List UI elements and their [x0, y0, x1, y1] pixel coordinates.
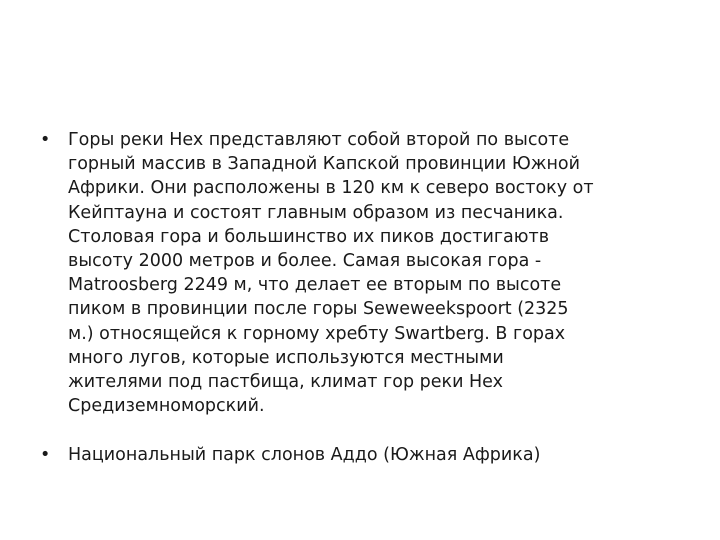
bullet-text-line: м.) относящейся к горному хребту Swartberg. В горах	[68, 323, 566, 344]
bullet-text-line: горный массив в Западной Капской провинции Южной	[68, 154, 581, 175]
bullet-mark: •	[40, 445, 51, 466]
bullet-item-addo-park	[40, 443, 660, 467]
bullet-text-line: Matroosberg 2249 м, что делает ее вторым по высоте	[68, 275, 562, 296]
bullet-text-line: Средиземноморский.	[68, 396, 265, 417]
bullet-text-line: Африки. Они расположены в 120 км к северо востоку от	[68, 178, 594, 199]
bullet-mark: •	[40, 130, 51, 150]
bullet-text-line: Горы реки Hex представляют собой второй по высоте	[68, 130, 570, 150]
bullet-item-hex-mountains	[40, 128, 660, 418]
bullet-text-line: Столовая гора и большинство их пиков достигаютв	[68, 226, 550, 247]
bullet-text-line: пиком в провинции после горы Seweweekspoort (2325	[68, 299, 569, 320]
bullet-text-line: много лугов, которые используются местными	[68, 347, 504, 368]
bullet-text-line: высоту 2000 метров и более. Самая высокая гора -	[68, 251, 542, 272]
bullet-text-line: Национальный парк слонов Аддо (Южная Африка)	[68, 445, 541, 466]
bullet-text-line: Кейптауна и состоят главным образом из песчаника.	[68, 202, 564, 223]
bullet-text-line: жителями под пастбища, климат гор реки Hex	[68, 372, 503, 393]
bullet-list	[40, 128, 660, 468]
